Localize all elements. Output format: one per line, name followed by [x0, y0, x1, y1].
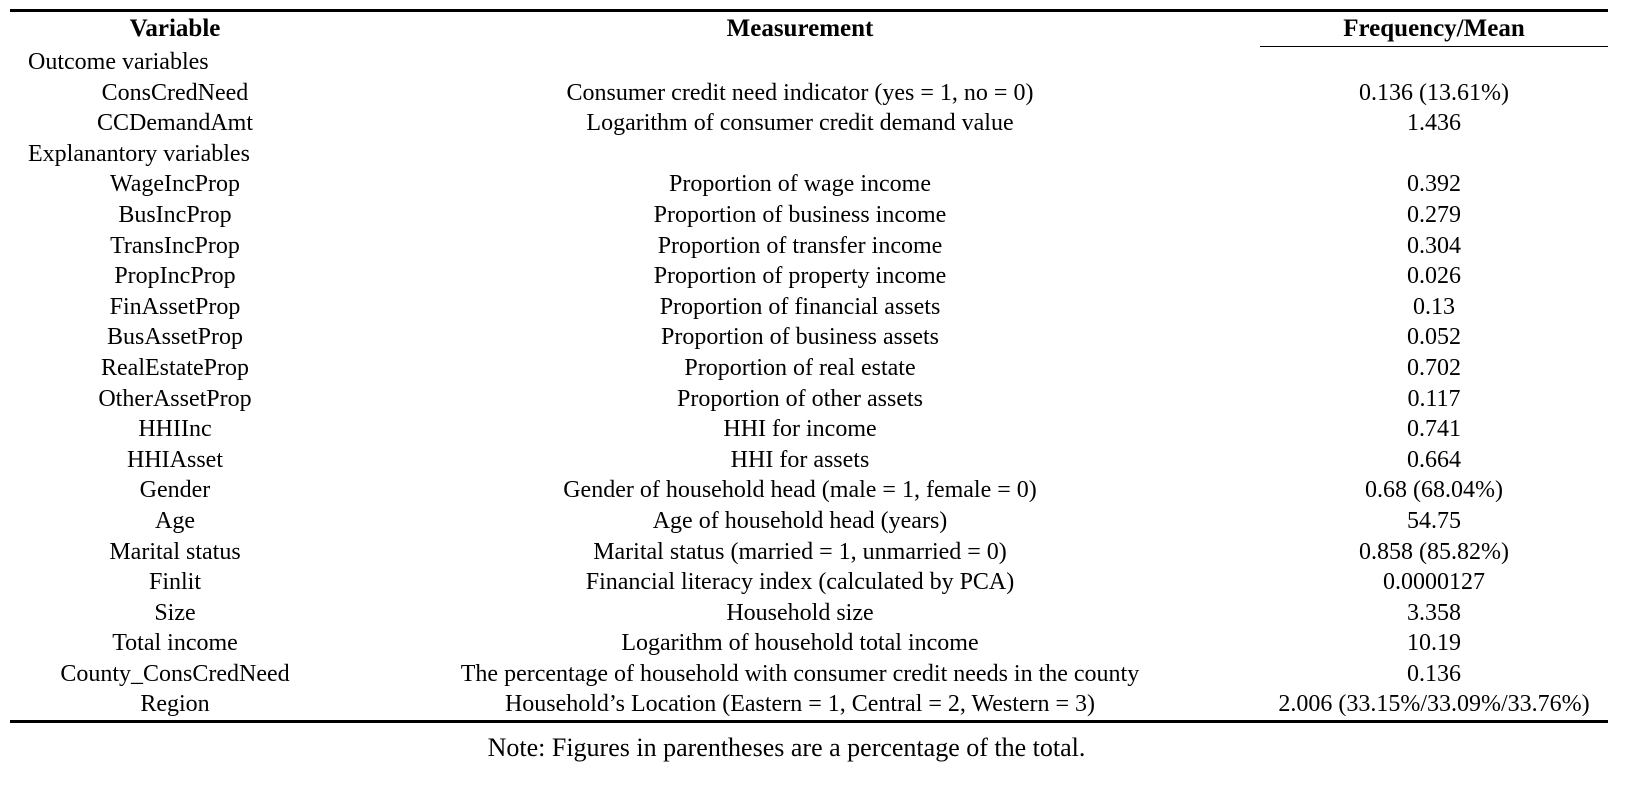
value-cell: 0.702: [1407, 354, 1461, 381]
variable-cell: CCDemandAmt: [97, 110, 253, 137]
value-cell: 0.13: [1413, 293, 1455, 320]
table-row: [10, 567, 1608, 598]
table-row: [10, 628, 1608, 659]
section-row: [10, 139, 1608, 170]
value-cell: 54.75: [1407, 507, 1461, 534]
measurement-cell: HHI for assets: [730, 446, 870, 473]
measurement-cell: Household size: [726, 599, 874, 626]
variable-cell: Size: [154, 599, 196, 626]
measurement-cell: Proportion of financial assets: [659, 293, 941, 320]
table-row: [10, 537, 1608, 568]
measurement-cell: Proportion of business income: [653, 201, 947, 228]
variable-cell: WageIncProp: [109, 171, 241, 198]
variable-cell: RealEstateProp: [101, 354, 249, 381]
variable-cell: PropIncProp: [114, 263, 236, 290]
table-row: [10, 322, 1608, 353]
table-body: [10, 47, 1608, 721]
variable-cell: Gender: [139, 477, 211, 504]
measurement-cell: Financial literacy index (calculated by PCA): [585, 569, 1015, 596]
value-cell: 0.741: [1407, 416, 1461, 443]
value-cell: 2.006 (33.15%/33.09%/33.76%): [1278, 691, 1590, 718]
table-bottom-rule: [10, 720, 1608, 723]
section-row: [10, 47, 1608, 78]
table-row: [10, 598, 1608, 629]
measurement-cell: Logarithm of household total income: [621, 630, 979, 657]
measurement-cell: Proportion of wage income: [669, 171, 931, 198]
variable-cell: HHIInc: [138, 416, 212, 443]
header-measurement: Measurement: [726, 15, 874, 43]
table-row: [10, 445, 1608, 476]
table-row: [10, 108, 1608, 139]
table-row: [10, 78, 1608, 109]
table-header-row: [10, 12, 1608, 47]
measurement-cell: Logarithm of consumer credit demand value: [586, 110, 1014, 137]
table-row: [10, 689, 1608, 720]
variable-cell: County_ConsCredNeed: [60, 660, 290, 687]
table-row: [10, 200, 1608, 231]
value-cell: 0.858 (85.82%): [1359, 538, 1509, 565]
header-variable: Variable: [129, 15, 221, 43]
measurement-cell: Consumer credit need indicator (yes = 1, no = 0): [566, 79, 1034, 106]
variable-cell: Age: [155, 507, 195, 534]
value-cell: 1.436: [1407, 110, 1461, 137]
value-cell: 0.664: [1407, 446, 1461, 473]
variable-cell: BusIncProp: [118, 201, 232, 228]
measurement-cell: Marital status (married = 1, unmarried = 0): [593, 538, 1007, 565]
table-row: [10, 384, 1608, 415]
variable-cell: Region: [140, 691, 210, 718]
measurement-cell: Age of household head (years): [652, 507, 948, 534]
variables-table-container: [10, 9, 1608, 723]
value-cell: 0.392: [1407, 171, 1461, 198]
measurement-cell: Household’s Location (Eastern = 1, Central = 2, Western = 3): [504, 691, 1096, 718]
value-cell: 3.358: [1407, 599, 1461, 626]
measurement-cell: Proportion of business assets: [661, 324, 939, 351]
value-cell: 0.052: [1407, 324, 1461, 351]
table-row: [10, 169, 1608, 200]
table-row: [10, 231, 1608, 262]
variable-cell: OtherAssetProp: [98, 385, 252, 412]
value-cell: 0.279: [1407, 201, 1461, 228]
measurement-cell: Gender of household head (male = 1, female = 0): [563, 477, 1037, 504]
variable-cell: ConsCredNeed: [101, 79, 249, 106]
variables-table: [10, 12, 1608, 720]
variable-cell: BusAssetProp: [106, 324, 244, 351]
variable-cell: Finlit: [148, 569, 202, 596]
table-row: [10, 659, 1608, 690]
header-frequency-mean: Frequency/Mean: [1260, 12, 1608, 47]
value-cell: 0.68 (68.04%): [1365, 477, 1503, 504]
section-title: Outcome variables: [28, 49, 209, 75]
measurement-cell: Proportion of property income: [653, 263, 947, 290]
measurement-cell: Proportion of transfer income: [657, 232, 943, 259]
table-row: [10, 292, 1608, 323]
value-cell: 0.0000127: [1383, 569, 1485, 596]
variable-cell: Marital status: [109, 538, 241, 565]
table-row: [10, 414, 1608, 445]
value-cell: 0.117: [1407, 385, 1461, 412]
table-row: [10, 353, 1608, 384]
measurement-cell: Proportion of real estate: [684, 354, 916, 381]
value-cell: 10.19: [1407, 630, 1461, 657]
section-title: Explanantory variables: [28, 140, 250, 167]
value-cell: 0.136: [1407, 660, 1461, 687]
variable-cell: HHIAsset: [127, 446, 223, 473]
table-row: [10, 506, 1608, 537]
value-cell: 0.136 (13.61%): [1359, 79, 1509, 106]
variable-cell: FinAssetProp: [109, 293, 241, 320]
measurement-cell: The percentage of household with consumer credit needs in the county: [460, 660, 1140, 687]
variable-cell: TransIncProp: [110, 232, 240, 259]
table-row: [10, 261, 1608, 292]
value-cell: 0.026: [1407, 263, 1461, 290]
table-row: [10, 475, 1608, 506]
measurement-cell: Proportion of other assets: [677, 385, 923, 412]
variable-cell: Total income: [112, 630, 238, 657]
table-note: Note: Figures in parentheses are a percentage of the total.: [487, 733, 1086, 762]
measurement-cell: HHI for income: [723, 416, 877, 443]
value-cell: 0.304: [1407, 232, 1461, 259]
